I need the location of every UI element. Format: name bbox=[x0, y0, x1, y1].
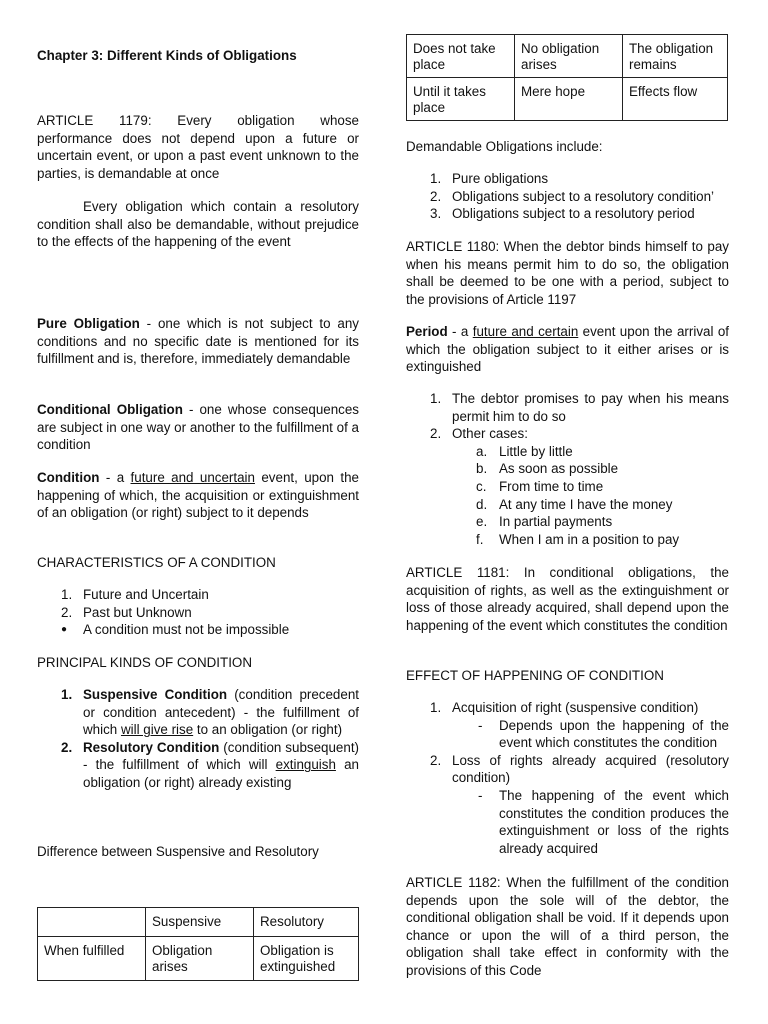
table-cell: Obligation arises bbox=[146, 937, 254, 981]
table-row bbox=[38, 908, 359, 937]
table-cell: Effects flow bbox=[623, 78, 728, 121]
article-1179-paragraph-2: Every obligation which contain a resolutory condition shall also be demandable, without prejudice to the effects of the happening of the event bbox=[37, 199, 359, 250]
list-item: 2. Other cases: bbox=[430, 426, 528, 442]
list-item: e. In partial payments bbox=[476, 514, 613, 530]
list-item: - The happening of the event which constitutes the condition produces the extinguishment or loss of the rights already acquired bbox=[478, 787, 729, 856]
characteristics-list bbox=[37, 586, 359, 639]
list-item: b. As soon as possible bbox=[476, 461, 619, 477]
characteristics-heading: CHARACTERISTICS OF A CONDITION bbox=[37, 555, 276, 570]
chapter-title: Chapter 3: Different Kinds of Obligations bbox=[37, 48, 297, 63]
list-item: 1. Pure obligations bbox=[430, 171, 549, 186]
table-cell: Suspensive bbox=[146, 908, 254, 937]
list-item: d. At any time I have the money bbox=[476, 496, 673, 512]
table-cell: Does not take place bbox=[407, 35, 515, 78]
list-item: 1. Suspensive Condition (condition precedent or condition antecedent) - the fulfillment of which will give rise to an obligation (or right) bbox=[61, 687, 359, 738]
table-cell: Mere hope bbox=[515, 78, 623, 121]
list-item: f. When I am in a position to pay bbox=[476, 531, 680, 547]
other-cases-list bbox=[406, 443, 729, 549]
effect-list bbox=[406, 699, 729, 857]
list-item: a. Little by little bbox=[476, 443, 573, 459]
demandable-list bbox=[406, 170, 729, 223]
comparison-table-part-2 bbox=[406, 34, 728, 121]
comparison-table-part-1 bbox=[37, 907, 359, 981]
principal-kinds-list bbox=[37, 686, 359, 792]
demandable-heading: Demandable Obligations include: bbox=[406, 139, 603, 154]
table-cell: The obligation remains bbox=[623, 35, 728, 78]
list-item: 1. Future and Uncertain bbox=[61, 587, 209, 602]
table-cell: Obligation is extinguished bbox=[254, 937, 359, 981]
table-cell: When fulfilled bbox=[38, 937, 146, 981]
conditional-obligation-definition: Conditional Obligation - one whose consequences are subject in one way or another to the fulfillment of a condition bbox=[37, 402, 360, 453]
list-item: c. From time to time bbox=[476, 478, 604, 494]
difference-heading: Difference between Suspensive and Resolutory bbox=[37, 844, 319, 859]
table-cell: No obligation arises bbox=[515, 35, 623, 78]
table-row bbox=[407, 78, 728, 121]
list-item: 2. Loss of rights already acquired (resolutory condition) bbox=[430, 752, 729, 786]
article-1182: ARTICLE 1182: When the fulfillment of the condition depends upon the sole will of the debtor, the conditional obligation shall be void. If it depends upon chance or upon the will of a third person, the obligation shall take effect in conformity with the provisions of this Code bbox=[406, 875, 729, 978]
principal-kinds-heading: PRINCIPAL KINDS OF CONDITION bbox=[37, 655, 253, 670]
table-cell: Resolutory bbox=[254, 908, 359, 937]
article-1181: ARTICLE 1181: In conditional obligations, the acquisition of rights, as well as the extinguishment or loss of those already acquired, shall depend upon the happening of the event which constitutes the condition bbox=[406, 565, 729, 633]
article-1179 bbox=[37, 112, 359, 182]
period-definition: Period - a future and certain event upon the arrival of which the obligation subject to it either arises or is extinguished bbox=[406, 324, 729, 375]
condition-definition: Condition - a future and uncertain event, upon the happening of which, the acquisition or extinguishment of an obligation (or right) subject to it depends bbox=[37, 470, 359, 521]
effect-heading: EFFECT OF HAPPENING OF CONDITION bbox=[406, 668, 664, 683]
list-item: 3. Obligations subject to a resolutory period bbox=[430, 206, 695, 222]
table-cell bbox=[38, 908, 146, 937]
list-item: ● A condition must not be impossible bbox=[61, 622, 290, 638]
list-item: 2. Past but Unknown bbox=[61, 604, 192, 620]
period-list bbox=[406, 390, 729, 548]
article-1179-text: performance does not depend upon a future or uncertain event, or upon a past event unknown to the parties, is demandable at once bbox=[37, 130, 359, 181]
list-item: - Depends upon the happening of the event which constitutes the condition bbox=[478, 717, 729, 751]
table-row bbox=[38, 937, 359, 981]
list-item: 2. Resolutory Condition (condition subsequent) - the fulfillment of which will extinguish an obligation (or right) already existing bbox=[61, 739, 359, 790]
pure-obligation-definition: Pure Obligation - one which is not subject to any conditions and no specific date is mentioned for its fulfillment and is, therefore, immediately demandable bbox=[37, 316, 359, 367]
article-1180: ARTICLE 1180: When the debtor binds himself to pay when his means permit him to do so, the obligation shall be deemed to be one with a period, subject to the provisions of Article 1197 bbox=[406, 239, 729, 307]
list-item: 1. The debtor promises to pay when his means permit him to do so bbox=[430, 391, 729, 424]
table-cell: Until it takes place bbox=[407, 78, 515, 121]
list-item: 1. Acquisition of right (suspensive condition) bbox=[430, 700, 699, 715]
list-item: 2. Obligations subject to a resolutory condition’ bbox=[430, 188, 715, 204]
article-1179-first-line: ARTICLE 1179: Every obligation whose bbox=[37, 113, 359, 128]
table-row bbox=[407, 35, 728, 78]
